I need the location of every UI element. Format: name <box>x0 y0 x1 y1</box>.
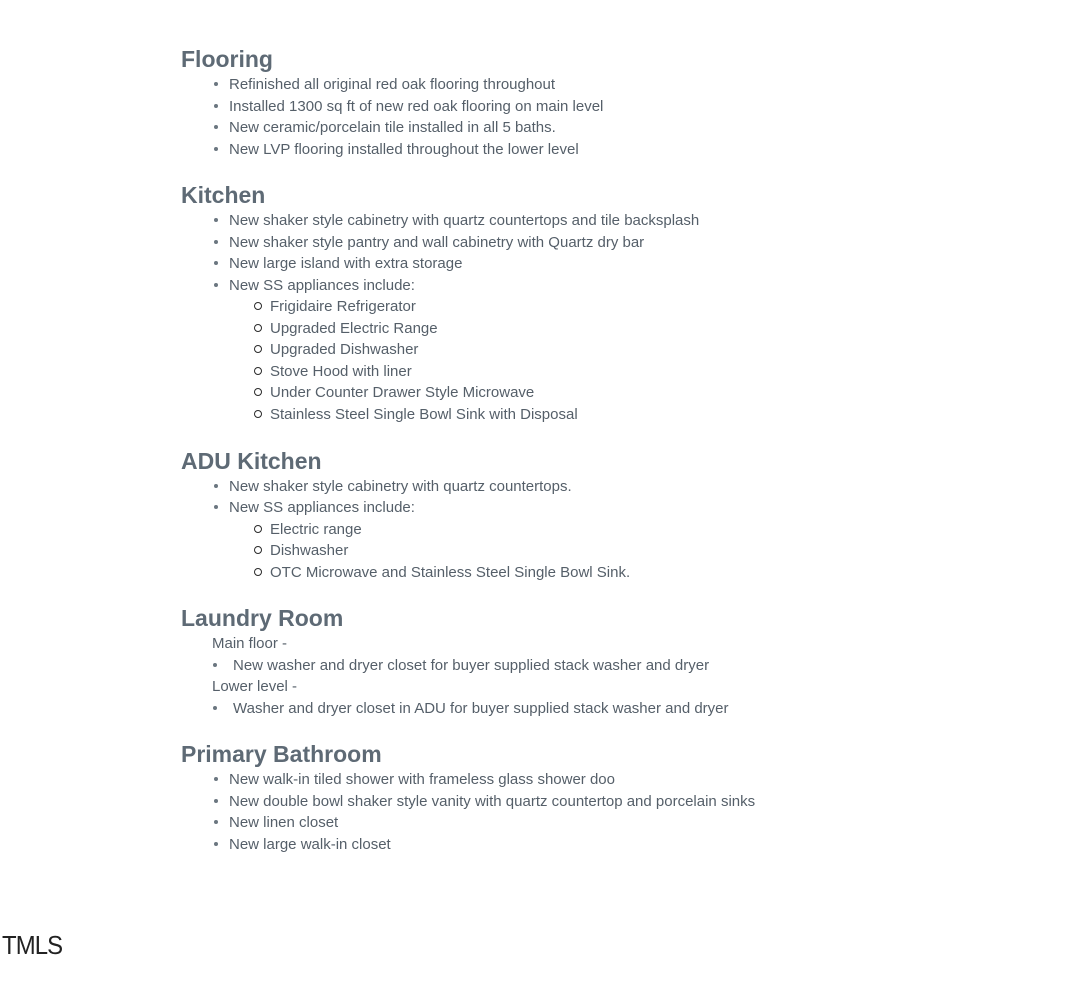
kitchen-appliance-list <box>229 296 1041 426</box>
sub-list-item: Under Counter Drawer Style Microwave <box>254 382 1041 404</box>
list-item: New double bowl shaker style vanity with quartz countertop and porcelain sinks <box>213 791 1041 813</box>
section-title-kitchen: Kitchen <box>181 182 266 208</box>
list-item-appliances <box>213 275 1041 426</box>
section-title-laundry-room: Laundry Room <box>181 605 344 632</box>
sub-list-item: Frigidaire Refrigerator <box>254 296 1041 318</box>
section-primary-bathroom <box>181 739 1041 855</box>
kitchen-list <box>181 210 1041 426</box>
section-adu-kitchen <box>181 446 1041 584</box>
list-item: New shaker style cabinetry with quartz countertops. <box>213 476 1041 498</box>
list-item: New shaker style cabinetry with quartz countertops and tile backsplash <box>213 210 1041 232</box>
list-item: New LVP flooring installed throughout the lower level <box>213 139 1041 161</box>
section-title-flooring: Flooring <box>181 46 273 72</box>
section-kitchen <box>181 180 1041 426</box>
list-item: New washer and dryer closet for buyer supplied stack washer and dryer <box>212 655 1041 677</box>
main-floor-label: Main floor - <box>212 635 288 653</box>
list-item: New ceramic/porcelain tile installed in all 5 baths. <box>213 117 1041 139</box>
list-item: New large island with extra storage <box>213 253 1041 275</box>
section-title-adu-kitchen: ADU Kitchen <box>181 447 322 474</box>
list-item: New shaker style pantry and wall cabinetry with Quartz dry bar <box>213 232 1041 254</box>
sub-list-item: Dishwasher <box>254 540 1041 562</box>
lower-level-label: Lower level - <box>212 678 298 696</box>
mls-logo: TMLS <box>2 930 63 960</box>
sub-list-item: OTC Microwave and Stainless Steel Single Bowl Sink. <box>254 562 1041 584</box>
adu-kitchen-list <box>181 476 1041 584</box>
sub-list-item: Stove Hood with liner <box>254 361 1041 383</box>
primary-bathroom-list <box>181 769 1041 855</box>
sub-list-item: Stainless Steel Single Bowl Sink with Disposal <box>254 404 1041 426</box>
list-item: Refinished all original red oak flooring throughout <box>213 74 1041 96</box>
section-title-primary-bathroom: Primary Bathroom <box>181 741 382 768</box>
list-item: New linen closet <box>213 812 1041 834</box>
list-item: New walk-in tiled shower with frameless glass shower doo <box>213 769 1041 791</box>
list-item: Washer and dryer closet in ADU for buyer supplied stack washer and dryer <box>212 698 1041 720</box>
laundry-details <box>181 633 1041 719</box>
list-item-appliances <box>213 497 1041 583</box>
section-flooring <box>181 44 1041 160</box>
sub-list-item: Upgraded Electric Range <box>254 318 1041 340</box>
sub-list-item: Upgraded Dishwasher <box>254 339 1041 361</box>
document-body <box>181 44 1041 875</box>
list-item-label: New SS appliances include: <box>229 499 415 517</box>
section-laundry-room <box>181 603 1041 719</box>
flooring-list <box>181 74 1041 160</box>
list-item: Installed 1300 sq ft of new red oak flooring on main level <box>213 96 1041 118</box>
sub-list-item: Electric range <box>254 519 1041 541</box>
list-item-label: New SS appliances include: <box>229 276 415 294</box>
list-item: New large walk-in closet <box>213 834 1041 856</box>
adu-appliance-list <box>229 519 1041 584</box>
